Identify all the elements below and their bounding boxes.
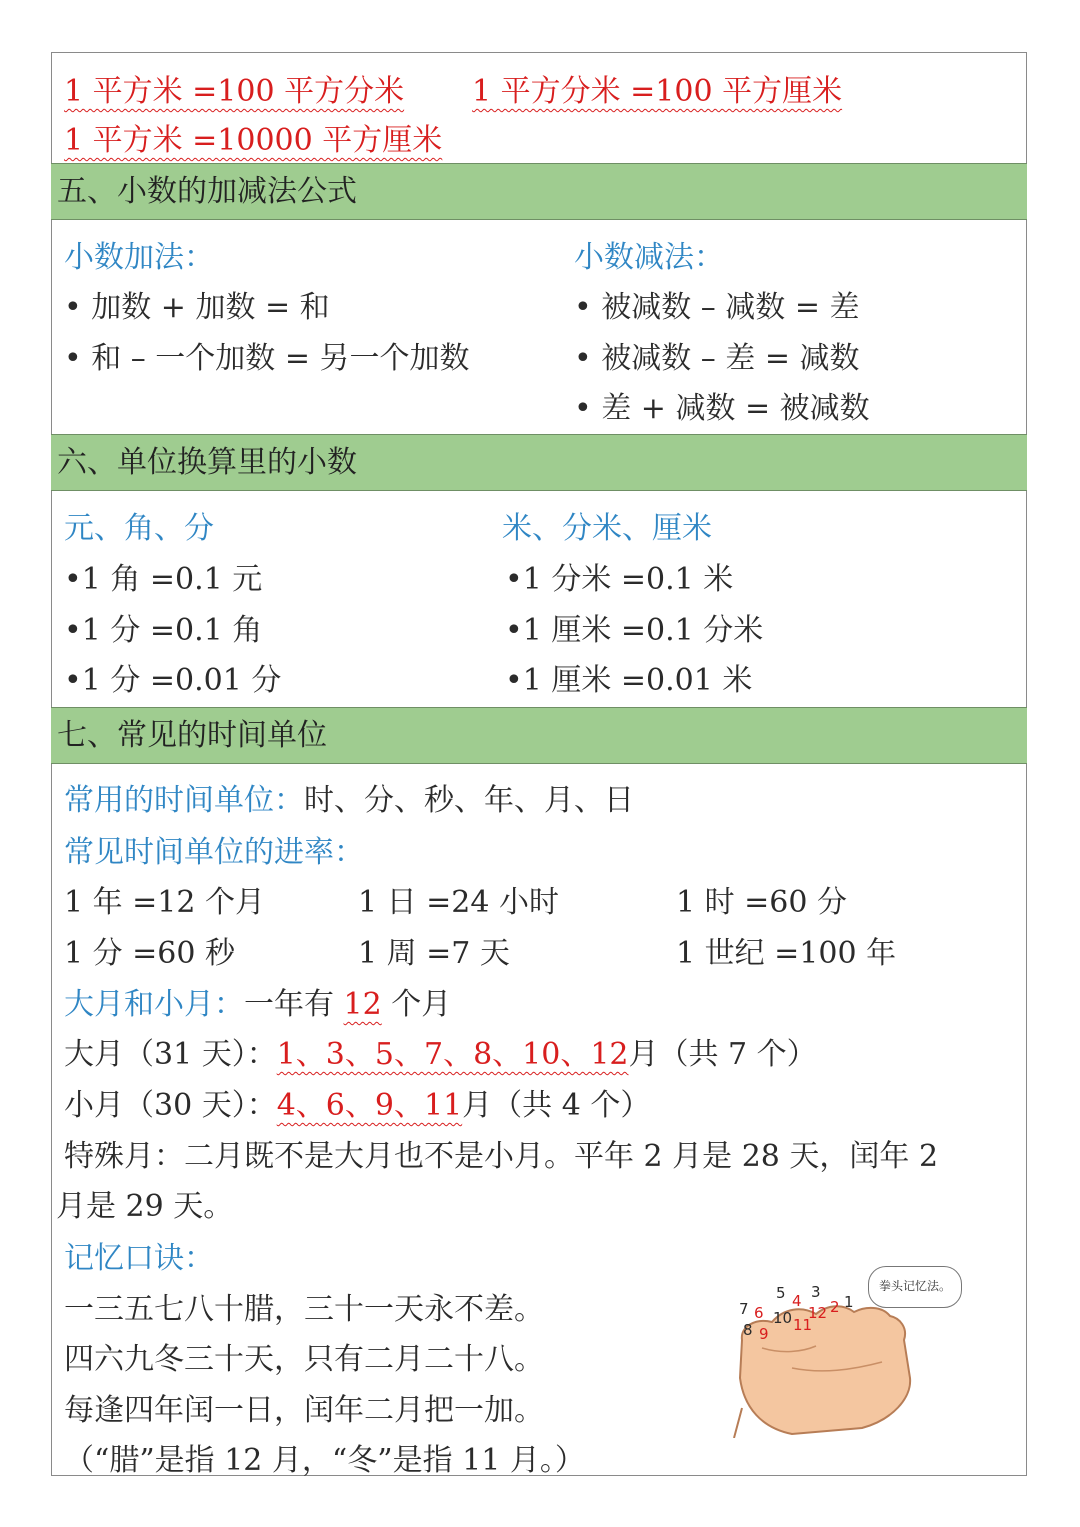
- money-conversion-3: •1 分 =0.01 分: [64, 663, 282, 698]
- length-conversion-2: •1 厘米 =0.1 分米: [505, 613, 764, 648]
- mnemonic-line-2: 四六九冬三十天，只有二月二十八。: [64, 1342, 544, 1377]
- money-conversion-2: •1 分 =0.1 角: [64, 613, 263, 648]
- knuckle-number: 2: [830, 1298, 840, 1316]
- mnemonic-note: （“腊”是指 12 月，“冬”是指 11 月。）: [64, 1443, 585, 1478]
- small-months-suffix: 月（共 4 个）: [462, 1088, 651, 1123]
- common-time-units: [64, 781, 634, 821]
- time-rate-week: 1 周 =7 天: [358, 936, 510, 971]
- addition-rule-1: • 加数 + 加数 = 和: [64, 290, 330, 325]
- knuckle-number: 12: [808, 1304, 828, 1322]
- knuckle-number: 7: [739, 1300, 749, 1318]
- special-month-line-1: 特殊月：二月既不是大月也不是小月。平年 2 月是 28 天，闰年 2: [64, 1139, 939, 1174]
- small-months-line: [64, 1086, 650, 1126]
- addition-rule-2: • 和 – 一个加数 = 另一个加数: [64, 341, 470, 376]
- time-rate-minute: 1 分 =60 秒: [64, 936, 236, 971]
- special-month-line-2: 月是 29 天。: [56, 1189, 234, 1224]
- mnemonic-heading: 记忆口诀：: [64, 1241, 214, 1276]
- time-rates-heading: 常见时间单位的进率：: [64, 835, 364, 870]
- mnemonic-line-1: 一三五七八十腊，三十一天永不差。: [64, 1292, 544, 1327]
- subtraction-rule-3: • 差 + 减数 = 被减数: [574, 391, 870, 426]
- subtraction-rule-2: • 被减数 – 差 = 减数: [574, 341, 860, 376]
- section-header-unit-decimals: 六、单位换算里的小数: [51, 434, 1027, 491]
- thought-bubble: 拳头记忆法。: [868, 1266, 962, 1308]
- section-header-time-units: 七、常见的时间单位: [51, 707, 1027, 764]
- decimal-addition-heading: 小数加法：: [64, 240, 214, 275]
- money-conversion-1: •1 角 =0.1 元: [64, 562, 263, 597]
- knuckle-number: 8: [743, 1321, 753, 1339]
- length-conversion-1: •1 分米 =0.1 米: [505, 562, 734, 597]
- knuckle-number: 3: [811, 1283, 821, 1301]
- decimal-subtraction-heading: 小数减法：: [574, 240, 724, 275]
- big-small-months-line: [64, 985, 451, 1025]
- big-small-months-label: 大月和小月：: [64, 987, 244, 1022]
- area-conversion-2: 1 平方分米 =100 平方厘米: [472, 74, 843, 109]
- knuckle-number: 1: [844, 1293, 854, 1311]
- mnemonic-line-3: 每逢四年闰一日，闰年二月把一加。: [64, 1393, 544, 1428]
- months-count-prefix: 一年有: [244, 987, 344, 1022]
- knuckle-number: 9: [759, 1325, 769, 1343]
- small-months-label: 小月（30 天）：: [64, 1088, 277, 1123]
- knuckle-number: 6: [754, 1304, 764, 1322]
- months-count-suffix: 个月: [381, 987, 452, 1022]
- length-conversion-3: •1 厘米 =0.01 米: [505, 663, 753, 698]
- big-months-list: 1、3、5、7、8、10、12: [276, 1037, 629, 1072]
- fist-illustration: [732, 1278, 982, 1438]
- big-months-suffix: 月（共 7 个）: [628, 1037, 817, 1072]
- area-conversion-1: 1 平方米 =100 平方分米: [64, 74, 405, 109]
- big-months-label: 大月（31 天）：: [64, 1037, 277, 1072]
- big-months-line: [64, 1035, 817, 1075]
- time-rate-year: 1 年 =12 个月: [64, 885, 266, 920]
- area-conversion-3: 1 平方米 =10000 平方厘米: [64, 123, 443, 158]
- knuckle-number: 5: [776, 1284, 786, 1302]
- small-months-list: 4、6、9、11: [276, 1088, 463, 1123]
- section-header-decimal-add-sub: 五、小数的加减法公式: [51, 163, 1027, 220]
- common-time-units-label: 常用的时间单位：: [64, 783, 304, 818]
- money-units-heading: 元、角、分: [64, 511, 214, 546]
- knuckle-number: 11: [793, 1316, 813, 1334]
- common-time-units-value: 时、分、秒、年、月、日: [304, 783, 634, 818]
- months-count: 12: [343, 987, 382, 1022]
- knuckle-number: 10: [773, 1309, 793, 1327]
- time-rate-day: 1 日 =24 小时: [358, 885, 560, 920]
- length-units-heading: 米、分米、厘米: [502, 511, 712, 546]
- time-rate-century: 1 世纪 =100 年: [676, 936, 897, 971]
- time-rate-hour: 1 时 =60 分: [676, 885, 848, 920]
- knuckle-number: 4: [792, 1292, 802, 1310]
- subtraction-rule-1: • 被减数 – 减数 = 差: [574, 290, 860, 325]
